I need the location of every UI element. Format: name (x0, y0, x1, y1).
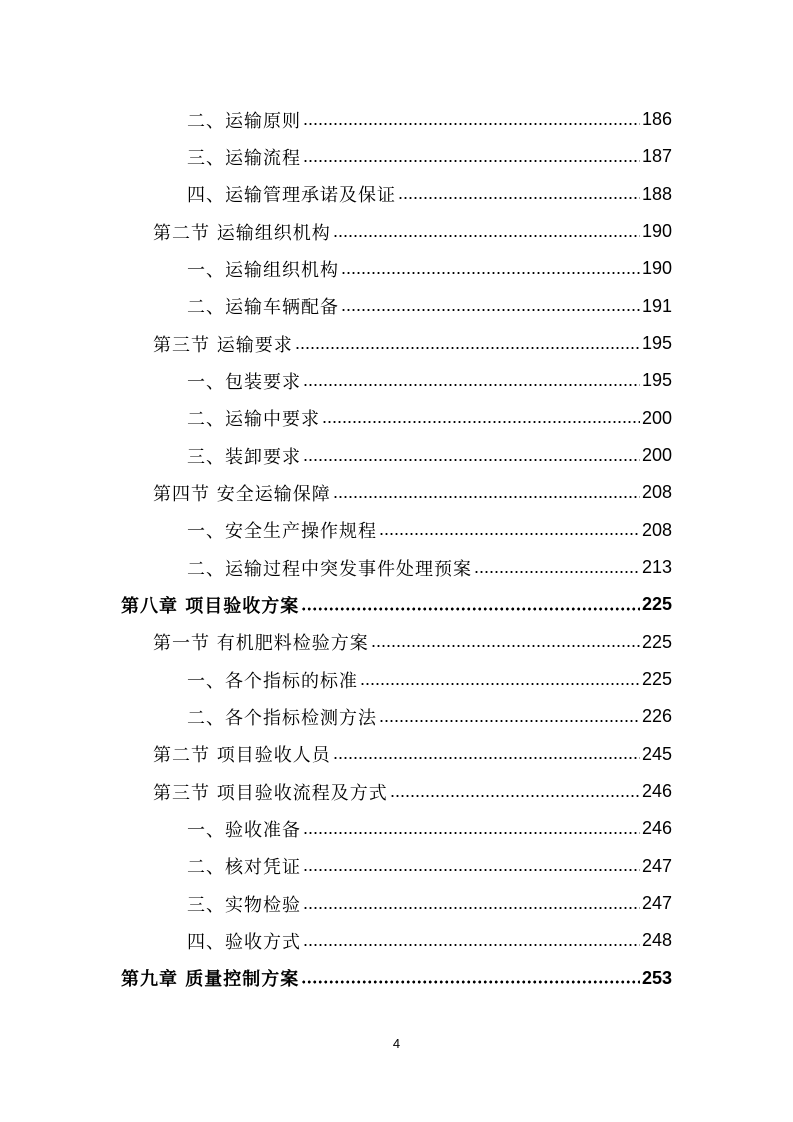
toc-entry-title: 二、运输中要求 (187, 409, 320, 431)
toc-entry-page-number: 208 (641, 519, 672, 540)
toc-entry-item[interactable] (0, 437, 793, 474)
dot-leader (398, 196, 640, 200)
toc-entry-item[interactable] (0, 512, 793, 549)
dot-leader (303, 159, 640, 163)
toc-entry-title: 四、验收方式 (187, 931, 301, 953)
toc-entry-page-number: 191 (641, 295, 672, 316)
toc-entry-item[interactable] (0, 661, 793, 698)
dot-leader (360, 682, 640, 686)
toc-entry-item[interactable] (0, 810, 793, 847)
toc-entry-page-number: 187 (641, 146, 672, 167)
toc-entry-chapter[interactable] (0, 586, 793, 623)
dot-leader (303, 383, 640, 387)
toc-entry-title: 一、包装要求 (187, 371, 301, 393)
dot-leader (303, 868, 640, 872)
dot-leader (303, 831, 640, 835)
dot-leader (333, 495, 640, 499)
toc-entry-page-number: 225 (641, 594, 672, 615)
toc-entry-page-number: 190 (641, 221, 672, 242)
toc-entry-item[interactable] (0, 138, 793, 175)
toc-entry-item[interactable] (0, 848, 793, 885)
toc-entry-item[interactable] (0, 101, 793, 138)
toc-entry-title: 第二节 运输组织机构 (153, 222, 331, 244)
toc-entry-title: 一、安全生产操作规程 (187, 521, 377, 543)
dot-leader (379, 532, 640, 536)
toc-entry-section[interactable] (0, 474, 793, 511)
toc-entry-title: 三、运输流程 (187, 147, 301, 169)
toc-entry-title: 第二节 项目验收人员 (153, 745, 331, 767)
toc-entry-section[interactable] (0, 624, 793, 661)
table-of-contents (0, 101, 793, 997)
toc-entry-title: 二、核对凭证 (187, 857, 301, 879)
toc-entry-title: 二、各个指标检测方法 (187, 707, 377, 729)
toc-entry-section[interactable] (0, 736, 793, 773)
toc-entry-page-number: 247 (641, 855, 672, 876)
dot-leader (390, 794, 640, 798)
toc-entry-section[interactable] (0, 325, 793, 362)
toc-entry-page-number: 246 (641, 781, 672, 802)
toc-entry-title: 三、装卸要求 (187, 446, 301, 468)
dot-leader (371, 644, 640, 648)
dot-leader (303, 122, 640, 126)
toc-entry-page-number: 247 (641, 893, 672, 914)
toc-entry-page-number: 188 (641, 183, 672, 204)
dot-leader (341, 308, 640, 312)
toc-entry-title: 二、运输原则 (187, 110, 301, 132)
dot-leader (341, 271, 640, 275)
dot-leader (333, 756, 640, 760)
toc-entry-page-number: 186 (641, 109, 672, 130)
dot-leader (303, 906, 640, 910)
toc-entry-page-number: 225 (641, 631, 672, 652)
toc-entry-title: 四、运输管理承诺及保证 (187, 185, 396, 207)
dot-leader (301, 607, 640, 611)
toc-entry-page-number: 248 (641, 930, 672, 951)
toc-entry-title: 二、运输车辆配备 (187, 297, 339, 319)
toc-entry-item[interactable] (0, 549, 793, 586)
toc-entry-page-number: 213 (641, 557, 672, 578)
toc-entry-page-number: 195 (641, 333, 672, 354)
toc-entry-page-number: 225 (641, 669, 672, 690)
toc-entry-title: 第三节 项目验收流程及方式 (153, 782, 388, 804)
toc-entry-item[interactable] (0, 698, 793, 735)
toc-entry-section[interactable] (0, 213, 793, 250)
toc-entry-page-number: 195 (641, 370, 672, 391)
toc-entry-title: 一、验收准备 (187, 819, 301, 841)
toc-entry-page-number: 246 (641, 818, 672, 839)
toc-entry-title: 一、运输组织机构 (187, 259, 339, 281)
toc-entry-item[interactable] (0, 400, 793, 437)
dot-leader (303, 458, 640, 462)
toc-entry-title: 三、实物检验 (187, 894, 301, 916)
toc-entry-title: 第四节 安全运输保障 (153, 483, 331, 505)
toc-entry-page-number: 226 (641, 706, 672, 727)
toc-entry-page-number: 253 (641, 967, 672, 988)
dot-leader (303, 943, 640, 947)
toc-entry-section[interactable] (0, 773, 793, 810)
dot-leader (333, 234, 640, 238)
toc-entry-title: 第一节 有机肥料检验方案 (153, 633, 369, 655)
toc-entry-page-number: 200 (641, 407, 672, 428)
toc-entry-item[interactable] (0, 362, 793, 399)
toc-entry-chapter[interactable] (0, 960, 793, 997)
toc-entry-item[interactable] (0, 922, 793, 959)
toc-entry-page-number: 208 (641, 482, 672, 503)
toc-entry-page-number: 245 (641, 743, 672, 764)
toc-entry-title: 第九章 质量控制方案 (121, 969, 300, 991)
dot-leader (295, 346, 640, 350)
dot-leader (474, 570, 640, 574)
toc-entry-title: 第三节 运输要求 (153, 334, 293, 356)
dot-leader (379, 719, 640, 723)
toc-entry-item[interactable] (0, 288, 793, 325)
toc-entry-page-number: 200 (641, 445, 672, 466)
toc-entry-item[interactable] (0, 250, 793, 287)
toc-entry-title: 第八章 项目验收方案 (121, 595, 300, 617)
dot-leader (301, 980, 640, 984)
dot-leader (322, 420, 640, 424)
toc-entry-item[interactable] (0, 176, 793, 213)
toc-entry-item[interactable] (0, 885, 793, 922)
toc-entry-title: 一、各个指标的标准 (187, 670, 358, 692)
page-footer-number: 4 (392, 1036, 401, 1051)
toc-entry-page-number: 190 (641, 258, 672, 279)
toc-entry-title: 二、运输过程中突发事件处理预案 (187, 558, 472, 580)
